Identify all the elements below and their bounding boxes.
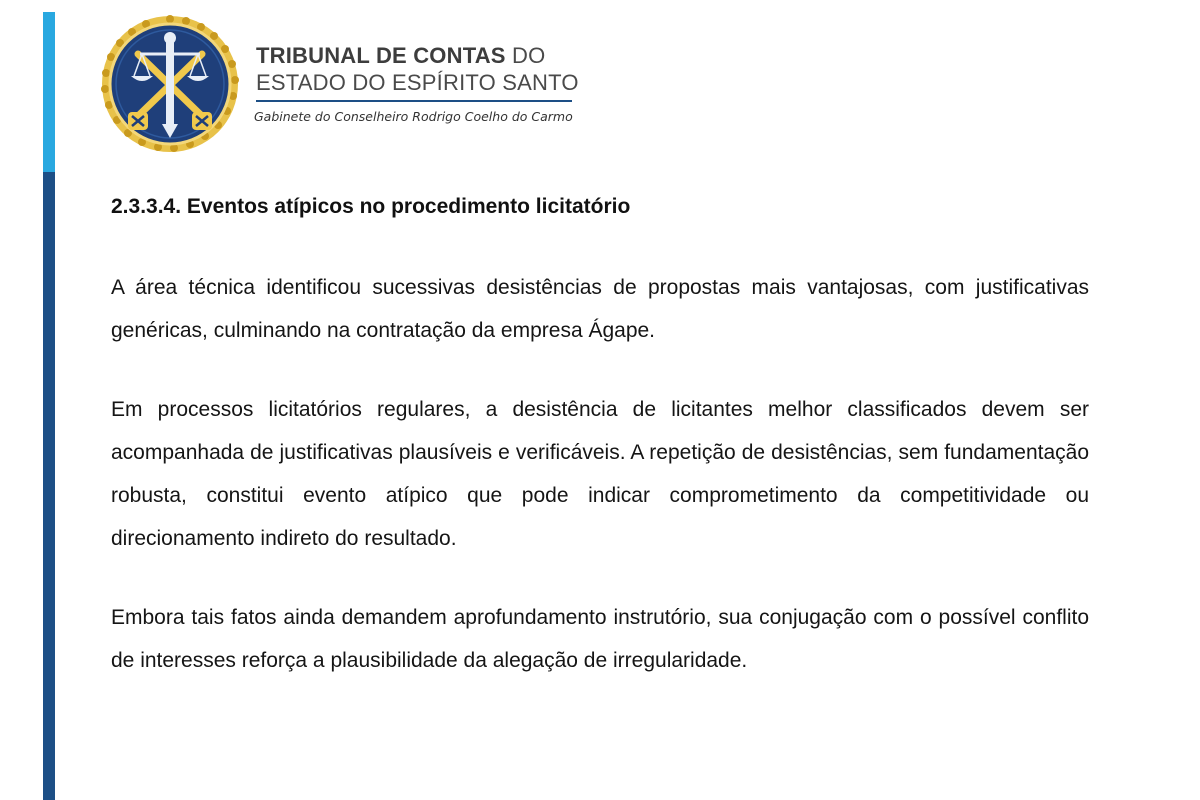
- document-letterhead: [96, 8, 656, 158]
- organization-name-bold: TRIBUNAL DE CONTAS: [256, 43, 506, 68]
- section-heading: 2.3.3.4. Eventos atípicos no procedimento licitatório: [111, 195, 631, 218]
- organization-name-suffix: DO: [505, 43, 546, 68]
- letterhead-divider: [256, 100, 572, 102]
- organization-name: [256, 42, 586, 96]
- body-paragraph: A área técnica identificou sucessivas desistências de propostas mais vantajosas, com justificativas genéricas, culminando na contratação da empresa Ágape.: [111, 276, 1089, 342]
- office-subtitle: Gabinete do Conselheiro Rodrigo Coelho do Carmo: [254, 109, 573, 124]
- document-body: [111, 190, 1089, 682]
- body-paragraph: Em processos licitatórios regulares, a desistência de licitantes melhor classificados devem ser acompanhada de justificativas plausíveis e verificáveis. A repetição de desistências, sem fundamentação robusta, constitui evento atípico que pode indicar comprometimento da competitividade ou direcionamento indireto do resultado.: [111, 398, 1089, 550]
- scales-of-justice-seal-icon: [100, 14, 240, 154]
- accent-bar-light-segment: [43, 12, 55, 172]
- body-paragraph: Embora tais fatos ainda demandem aprofundamento instrutório, sua conjugação com o possível conflito de interesses reforça a plausibilidade da alegação de irregularidade.: [111, 606, 1089, 672]
- organization-name-line1: [256, 42, 586, 69]
- left-margin-accent-bar: [43, 12, 55, 800]
- organization-name-line2: ESTADO DO ESPÍRITO SANTO: [256, 70, 579, 95]
- accent-bar-dark-segment: [43, 172, 55, 800]
